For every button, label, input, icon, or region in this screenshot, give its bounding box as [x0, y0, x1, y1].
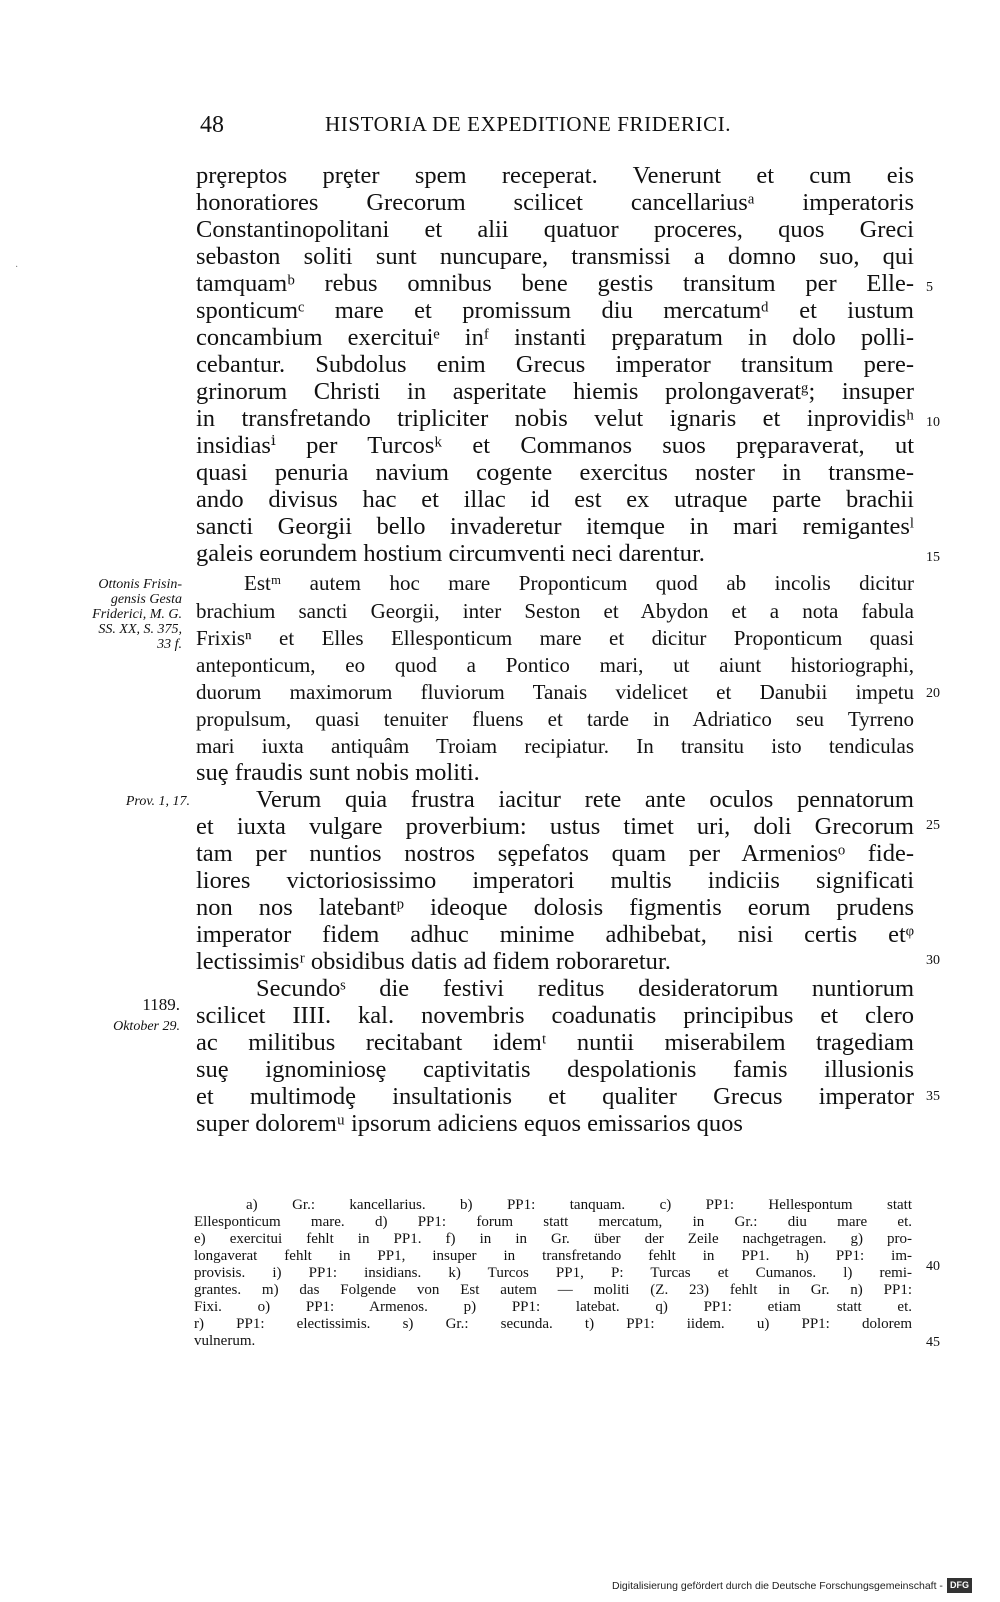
text-line: suȩ fraudis sunt nobis moliti. — [196, 759, 480, 786]
line-number: 35 — [926, 1089, 940, 1104]
running-title: HISTORIA DE EXPEDITIONE FRIDERICI. — [325, 112, 732, 136]
margin-note-line: Friderici, M. G. — [92, 607, 182, 622]
text-line: propulsum, quasi tenuiter fluens et tarde in Adriatico seu Tyrreno — [196, 707, 914, 731]
margin-note-otto — [62, 577, 182, 652]
text-line: insidiasⁱ per Turcosᵏ et Commanos suos prȩparaverat, ut — [196, 432, 914, 459]
text-line: brachium sancti Georgii, inter Seston et Abydon et a nota fabula — [196, 599, 914, 623]
margin-note-line: Ottonis Frisin- — [98, 577, 182, 592]
text-line: tamquamᵇ rebus omnibus bene gestis transitum per Elle- — [196, 270, 914, 297]
footnote-line: a) Gr.: kancellarius. b) PP1: tanquam. c) PP1: Hellespontum statt — [246, 1197, 912, 1213]
text-line: sancti Georgii bello invaderetur itemque in mari remigantesˡ — [196, 513, 914, 540]
line-number: 40 — [926, 1259, 940, 1274]
text-line: mari iuxta antiquâm Troiam recipiatur. In transitu isto tendiculas — [196, 734, 914, 758]
text-line: quasi penuria navium cogente exercitus noster in transme- — [196, 459, 914, 486]
footnote-line: provisis. i) PP1: insidians. k) Turcos PP1, P: Turcas et Cumanos. l) remi- — [194, 1265, 912, 1281]
footnote-line: vulnerum. — [194, 1333, 256, 1349]
dfg-logo: DFG — [947, 1578, 972, 1593]
text-line: grinorum Christi in asperitate hiemis prolongaveratᵍ; insuper — [196, 378, 914, 405]
line-number: 5 — [926, 280, 933, 295]
text-line: imperator fidem adhuc minime adhibebat, nisi certis etᵠ — [196, 921, 914, 948]
text-line: super doloremᵘ ipsorum adiciens equos emissarios quos — [196, 1110, 743, 1137]
footnote-line: Ellesponticum mare. d) PP1: forum statt mercatum, in Gr.: diu mare et. — [194, 1214, 912, 1230]
text-line: sponticumᶜ mare et promissum diu mercatumᵈ et iustum — [196, 297, 914, 324]
footnote-line: grantes. m) das Folgende von Est autem — moliti (Z. 23) fehlt in Gr. n) PP1: — [194, 1282, 912, 1298]
margin-note-line: 33 f. — [157, 637, 182, 652]
text-line: anteponticum, eo quod a Pontico mari, ut aiunt historiographi, — [196, 653, 914, 677]
text-line: ac militibus recitabant idemᵗ nuntii miserabilem tragediam — [196, 1029, 914, 1056]
footnote-line: Fixi. o) PP1: Armenos. p) PP1: latebat. q) PP1: etiam statt et. — [194, 1299, 912, 1315]
margin-note-line: SS. XX, S. 375, — [98, 622, 182, 637]
text-line: non nos latebantᵖ ideoque dolosis figmentis eorum prudens — [196, 894, 914, 921]
text-line: lectissimisʳ obsidibus datis ad fidem roboraretur. — [196, 948, 671, 975]
text-line: Verum quia frustra iacitur rete ante oculos pennatorum — [256, 786, 914, 813]
text-line: prȩreptos prȩter spem receperat. Venerunt et cum eis — [196, 162, 914, 189]
text-line: Frixisⁿ et Elles Ellesponticum mare et dicitur Proponticum quasi — [196, 626, 914, 650]
line-number: 25 — [926, 818, 940, 833]
running-header — [0, 112, 1000, 142]
footnote-line: r) PP1: electissimis. s) Gr.: secunda. t) PP1: iidem. u) PP1: dolorem — [194, 1316, 912, 1332]
text-line: duorum maximorum fluviorum Tanais videlicet et Danubii impetu — [196, 680, 914, 704]
text-line: ando divisus hac et illac id est ex utraque parte brachii — [196, 486, 914, 513]
margin-note-line: gensis Gesta — [110, 592, 182, 607]
margin-note-proverbs: Prov. 1, 17. — [125, 794, 190, 809]
line-number: 45 — [926, 1335, 940, 1350]
text-line: scilicet IIII. kal. novembris coadunatis principibus et clero — [196, 1002, 914, 1029]
text-line: cebantur. Subdolus enim Grecus imperator transitum pere- — [196, 351, 914, 378]
text-line: concambium exercituiᵉ inᶠ instanti prȩparatum in dolo polli- — [196, 324, 914, 351]
text-line: sebaston soliti sunt nuncupare, transmissi a domno suo, qui — [196, 243, 914, 270]
text-line: suȩ ignominiosȩ captivitatis despolationis famis illusionis — [196, 1056, 914, 1083]
margin-note-date: Oktober 29. — [113, 1019, 180, 1034]
text-line: tam per nuntios nostros sȩpefatos quam per Armeniosᵒ fide- — [196, 840, 914, 867]
text-line: honoratiores Grecorum scilicet cancellariusᵃ imperatoris — [196, 189, 914, 216]
text-line: in transfretando tripliciter nobis velut ignaris et inprovidisʰ — [196, 405, 914, 432]
text-line: et iuxta vulgare proverbium: ustus timet uri, doli Grecorum — [196, 813, 914, 840]
line-number: 20 — [926, 686, 940, 701]
margin-note-year: 1189. — [142, 995, 180, 1014]
footnote-line: e) exercitui fehlt in PP1. f) in in Gr. über der Zeile nachgetragen. g) pro- — [194, 1231, 912, 1247]
text-line: et multimodȩ insultationis et qualiter Grecus imperator — [196, 1083, 914, 1110]
text-line: liores victoriosissimo imperatori multis indiciis significati — [196, 867, 914, 894]
text-line: Constantinopolitani et alii quatuor proceres, quos Greci — [196, 216, 914, 243]
text-line: Secundoˢ die festivi reditus desideratorum nuntiorum — [256, 975, 914, 1002]
line-number: 15 — [926, 550, 940, 565]
page-number: 48 — [200, 112, 224, 138]
text-line: Estᵐ autem hoc mare Proponticum quod ab incolis dicitur — [244, 571, 914, 595]
text-line: galeis eorundem hostium circumventi neci darentur. — [196, 540, 705, 567]
digitization-credit: Digitalisierung gefördert durch die Deutsche Forschungsgemeinschaft - — [612, 1580, 943, 1592]
footnote-line: longaverat fehlt in PP1, insuper in transfretando fehlt in PP1. h) PP1: im- — [194, 1248, 912, 1264]
line-number: 30 — [926, 953, 940, 968]
scan-mark: · — [15, 262, 19, 273]
line-number: 10 — [926, 415, 940, 430]
